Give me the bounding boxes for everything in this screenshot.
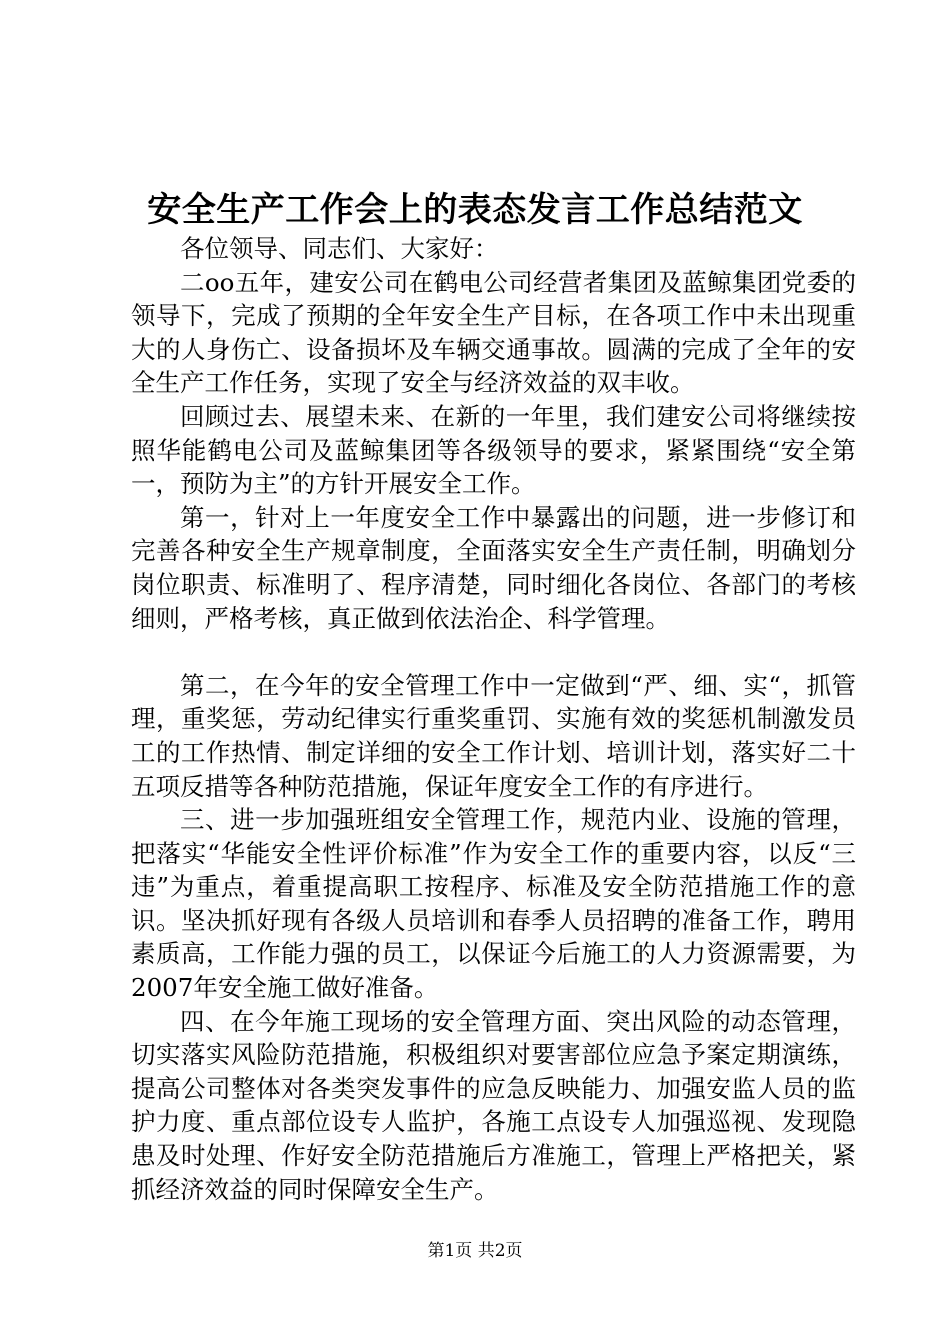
page-number: 第1页 共2页 (427, 1241, 523, 1261)
point-two-paragraph: 第二，在今年的安全管理工作中一定做到“严、细、实“，抓管理，重奖惩，劳动纪律实行重奖重罚、实施有效的奖惩机制激发员工的工作热情、制定详细的安全工作计划、培训计划，落实好二十五项反措等各种防范措施，保证年度安全工作的有序进行。 (131, 670, 856, 801)
point-four-paragraph: 四、在今年施工现场的安全管理方面、突出风险的动态管理，切实落实风险防范措施，积极组织对要害部位应急予案定期演练，提高公司整体对各类突发事件的应急反映能力、加强安监人员的监护力度、重点部位设专人监护，各施工点设专人加强巡视、发现隐患及时处理、作好安全防范措施后方准施工，管理上严格把关，紧抓经济效益的同时保障安全生产。 (131, 1006, 856, 1204)
outlook-paragraph: 回顾过去、展望未来、在新的一年里，我们建安公司将继续按照华能鹤电公司及蓝鲸集团等各级领导的要求，紧紧围绕“安全第一，预防为主”的方针开展安全工作。 (131, 401, 856, 499)
point-three-paragraph: 三、进一步加强班组安全管理工作，规范内业、设施的管理，把落实“华能安全性评价标准”作为安全工作的重要内容，以反“三违”为重点，着重提高职工按程序、标准及安全防范措施工作的意识。坚决抓好现有各级人员培训和春季人员招聘的准备工作，聘用素质高，工作能力强的员工，以保证今后施工的人力资源需要，为2007年安全施工做好准备。 (131, 805, 856, 1003)
point-one-paragraph: 第一，针对上一年度安全工作中暴露出的问题，进一步修订和完善各种安全生产规章制度，全面落实安全生产责任制，明确划分岗位职责、标准明了、程序清楚，同时细化各岗位、各部门的考核细则，严格考核，真正做到依法治企、科学管理。 (131, 502, 856, 633)
summary-paragraph: 二oo五年，建安公司在鹤电公司经营者集团及蓝鲸集团党委的领导下，完成了预期的全年安全生产目标，在各项工作中未出现重大的人身伤亡、设备损坏及车辆交通事故。圆满的完成了全年的安全生产工作任务，实现了安全与经济效益的双丰收。 (131, 267, 856, 398)
document-title: 安全生产工作会上的表态发言工作总结范文 (147, 190, 803, 230)
document-body (131, 232, 856, 1206)
salutation-paragraph: 各位领导、同志们、大家好： (180, 234, 499, 263)
